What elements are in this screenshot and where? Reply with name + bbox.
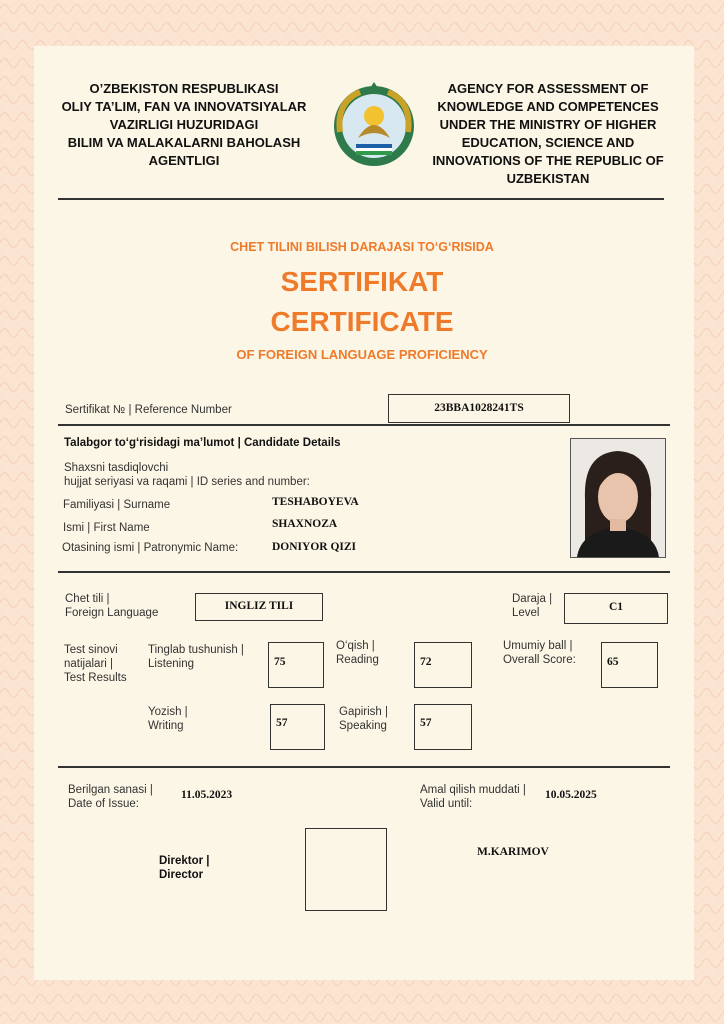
patronymic-label: Otasining ismi | Patronymic Name: [62, 542, 239, 554]
speaking-score-box [414, 704, 472, 750]
certificate-subtitle-bottom: OF FOREIGN LANGUAGE PROFICIENCY [236, 347, 488, 362]
state-emblem-icon [330, 82, 418, 170]
surname-label: Familiyasi | Surname [63, 499, 171, 511]
patronymic-value: DONIYOR QIZI [272, 541, 357, 553]
id-series-label: Shaxsni tasdiqlovchi hujjat seriyasi va raqami | ID series and number: [64, 462, 310, 488]
listening-score-value: 75 [274, 656, 286, 668]
certificate-title-uz: SERTIFIKAT [280, 266, 444, 297]
reading-score-value: 72 [420, 656, 432, 668]
header-right-text: AGENCY FOR ASSESSMENT OF KNOWLEDGE AND COMPETENCES UNDER THE MINISTRY OF HIGHER EDUCATION, SCIENCE AND INNOVATIONS OF THE REPUBLIC OF UZBEKISTAN [432, 81, 664, 186]
speaking-label: Gapirish | Speaking [339, 706, 389, 732]
certificate-title-en: CERTIFICATE [270, 306, 454, 337]
valid-until-value: 10.05.2025 [545, 789, 597, 801]
issue-date-value: 11.05.2023 [181, 789, 233, 801]
reading-label: O‘qish | Reading [336, 640, 379, 666]
writing-score-box [270, 704, 325, 750]
speaking-score-value: 57 [420, 717, 432, 729]
foreign-language-box [195, 593, 323, 621]
signature-box [305, 828, 387, 911]
level-value: C1 [608, 601, 624, 613]
issue-date-label: Berilgan sanasi | Date of Issue: [68, 784, 153, 810]
foreign-language-label: Chet tili | Foreign Language [65, 593, 159, 619]
director-name: M.KARIMOV [477, 846, 549, 858]
listening-score-box [268, 642, 324, 688]
certificate-subtitle-top: CHET TILINI BILISH DARAJASI TO‘G‘RISIDA [230, 240, 494, 254]
reference-number-box [388, 394, 570, 423]
writing-score-value: 57 [276, 717, 288, 729]
director-label: Direktor | Director [159, 855, 210, 881]
first-name-value: SHAXNOZA [272, 518, 338, 530]
header-divider [58, 198, 664, 200]
listening-label: Tinglab tushunish | Listening [148, 644, 244, 670]
writing-label: Yozish | Writing [148, 706, 188, 732]
first-name-label: Ismi | First Name [63, 522, 150, 534]
level-box [564, 593, 668, 624]
valid-until-label: Amal qilish muddati | Valid until: [420, 784, 526, 810]
reference-number-value: 23BBA1028241TS [434, 402, 524, 414]
overall-score-label: Umumiy ball | Overall Score: [503, 640, 576, 666]
overall-score-value: 65 [607, 656, 619, 668]
overall-score-box [601, 642, 658, 688]
candidate-photo [570, 438, 666, 558]
surname-value: TESHABOYEVA [272, 496, 359, 508]
candidate-divider [58, 571, 670, 573]
reference-number-label: Sertifikat № | Reference Number [65, 404, 232, 416]
reference-divider [58, 424, 670, 426]
reading-score-box [414, 642, 472, 688]
candidate-section-label: Talabgor to‘g‘risidagi ma’lumot | Candidate Details [64, 437, 341, 449]
level-label: Daraja | Level [512, 593, 553, 619]
foreign-language-value: INGLIZ TILI [224, 600, 294, 612]
results-divider [58, 766, 670, 768]
test-results-label: Test sinovi natijalari | Test Results [64, 644, 127, 684]
header-left-text: O’ZBEKISTON RESPUBLIKASI OLIY TA’LIM, FAN VA INNOVATSIYALAR VAZIRLIGI HUZURIDAGI BILIM VA MALAKALARNI BAHOLASH AGENTLIGI [61, 81, 307, 168]
